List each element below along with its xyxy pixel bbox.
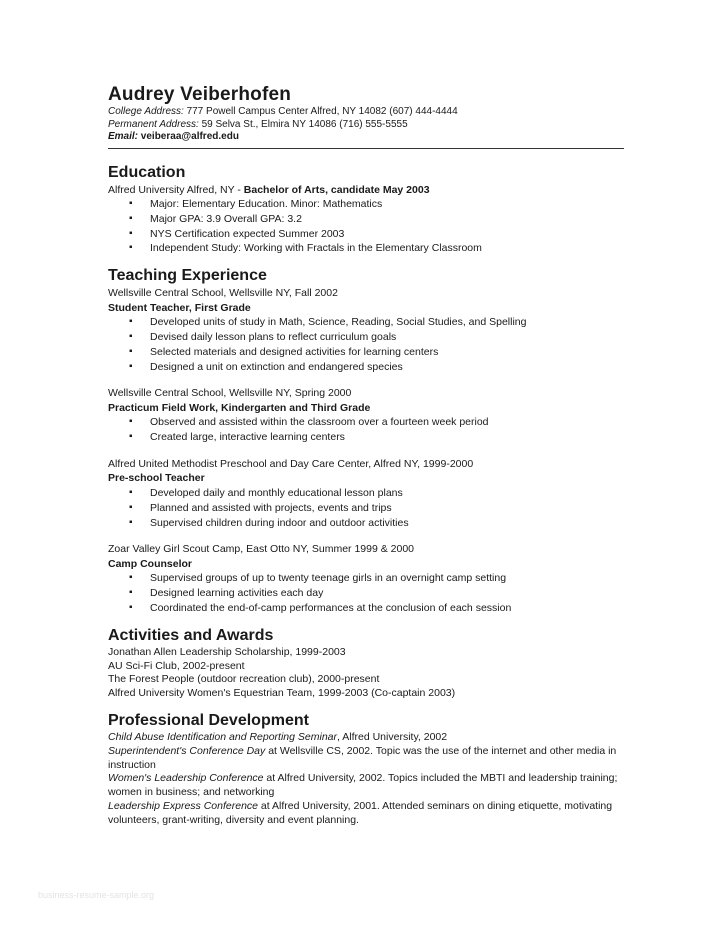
education-bullets [108,197,624,256]
education-heading: Education [108,163,186,181]
event-details: at Alfred University, 2002. Topics included the MBTI and leadership training; women in business; and networking [108,772,618,799]
event-details: at Wellsville CS, 2002. Topic was the use of the internet and other media in instruction [108,744,617,771]
event-title: Women's Leadership Conference [108,772,264,785]
list-item: ▪ Developed daily and monthly educational lesson plans [108,486,624,501]
email-label: Email: [108,131,139,142]
job-bullets [108,315,624,374]
list-item: ▪ Major: Elementary Education. Minor: Mathematics [108,197,624,212]
list-item: Jonathan Allen Leadership Scholarship, 1999-2003 [108,645,346,658]
watermark: business-resume-sample.org [38,890,155,900]
job-place: Wellsville Central School, Wellsville NY, Spring 2000 [108,387,352,400]
job-entry [108,457,624,530]
header-divider [108,148,624,149]
job-entry [108,542,624,615]
college-address-label: College Address: [108,106,184,117]
event-title: Child Abuse Identification and Reporting Seminar [108,730,337,743]
list-item [108,745,624,773]
list-item: ▪ NYS Certification expected Summer 2003 [108,227,624,242]
resume-content [108,84,624,828]
list-item: ▪ Supervised groups of up to twenty teenage girls in an overnight camp setting [108,571,624,586]
activities-heading: Activities and Awards [108,626,274,644]
list-item: ▪ Coordinated the end-of-camp performances at the conclusion of each session [108,601,624,616]
applicant-name: Audrey Veiberhofen [108,84,292,105]
list-item: ▪ Supervised children during indoor and outdoor activities [108,516,624,531]
list-item: ▪ Independent Study: Working with Fractals in the Elementary Classroom [108,241,624,256]
list-item [108,772,624,800]
list-item: ▪ Developed units of study in Math, Science, Reading, Social Studies, and Spelling [108,315,624,330]
job-bullets [108,415,624,445]
list-item [108,800,624,828]
list-item: ▪ Observed and assisted within the classroom over a fourteen week period [108,415,624,430]
list-item: The Forest People (outdoor recreation club), 2000-present [108,673,380,686]
list-item: ▪ Selected materials and designed activities for learning centers [108,345,624,360]
list-item: Alfred University Women's Equestrian Team, 1999-2003 (Co-captain 2003) [108,687,456,700]
education-school-line [108,183,624,198]
college-address-value: 777 Powell Campus Center Alfred, NY 14082 (607) 444-4444 [186,106,458,117]
list-item: AU Sci-Fi Club, 2002-present [108,659,245,672]
job-entry [108,386,624,445]
permanent-address-value: 59 Selva St., Elmira NY 14086 (716) 555-5555 [201,118,408,130]
job-bullets [108,486,624,530]
job-place: Wellsville Central School, Wellsville NY, Fall 2002 [108,287,338,300]
list-item: ▪ Designed learning activities each day [108,586,624,601]
list-item: ▪ Planned and assisted with projects, events and trips [108,501,624,516]
event-details: , Alfred University, 2002 [337,730,448,743]
job-entry [108,286,624,374]
job-place: Zoar Valley Girl Scout Camp, East Otto NY, Summer 1999 & 2000 [108,543,414,556]
teaching-heading: Teaching Experience [108,267,267,285]
job-title: Student Teacher, First Grade [108,301,251,314]
list-item: ▪ Devised daily lesson plans to reflect curriculum goals [108,330,624,345]
activities-list [108,646,624,701]
list-item: ▪ Created large, interactive learning centers [108,430,624,445]
email-line [108,131,624,144]
professional-list [108,731,624,828]
job-bullets [108,571,624,615]
job-title: Camp Counselor [108,557,193,570]
list-item: ▪ Major GPA: 3.9 Overall GPA: 3.2 [108,212,624,227]
list-item [108,731,624,745]
college-address [108,106,624,119]
job-title: Pre-school Teacher [108,472,205,485]
event-title: Superintendent's Conference Day [108,744,266,757]
list-item: ▪ Designed a unit on extinction and endangered species [108,360,624,375]
email-value: veiberaa@alfred.edu [140,131,239,142]
job-place: Alfred United Methodist Preschool and Day Care Center, Alfred NY, 1999-2000 [108,457,474,470]
event-details: at Alfred University, 2001. Attended seminars on dining etiquette, motivating volunteers, grant-writing, diversity and event planning. [108,799,613,826]
event-title: Leadership Express Conference [108,799,259,812]
permanent-address [108,119,624,132]
professional-heading: Professional Development [108,711,309,729]
job-title: Practicum Field Work, Kindergarten and Third Grade [108,401,371,414]
education-school: Alfred University Alfred, NY - [108,183,241,196]
permanent-address-label: Permanent Address: [108,118,199,130]
education-degree: Bachelor of Arts, candidate May 2003 [243,183,430,196]
